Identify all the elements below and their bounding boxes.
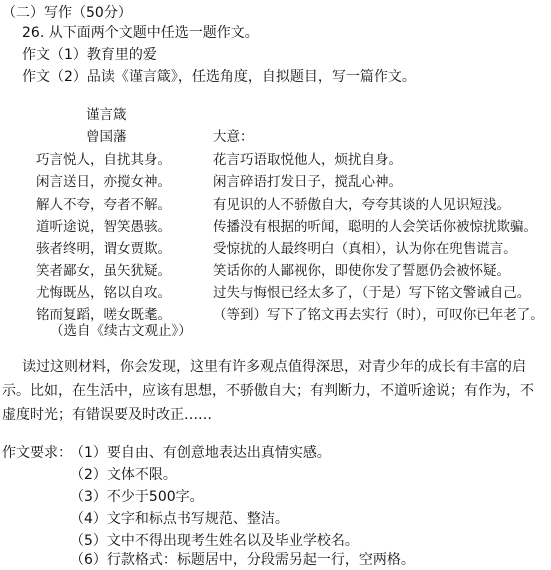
requirement-item: （1）要自由、有创意地表达出真情实感。 (70, 445, 331, 461)
poem-line (0, 215, 551, 235)
poem-line (0, 303, 551, 323)
poem-meaning: 受惊扰的人最终明白（真相），认为你在兜售谎言。 (213, 241, 517, 257)
requirement-item: （6）行款格式：标题居中，分段需另起一行，空两格。 (70, 552, 415, 568)
poem-line (0, 170, 551, 190)
requirement-item: （5）文中不得出现考生姓名以及毕业学校名。 (70, 533, 359, 549)
poem-original: 道听途说，智笑愚骇。 (36, 219, 171, 235)
section-heading: （二）写作（50分） (2, 5, 132, 21)
poem-title: 谨言箴 (86, 107, 127, 123)
poem-meaning: 闲言碎语打发日子，搅乱心神。 (213, 174, 402, 190)
poem-line (0, 148, 551, 168)
poem-original: 闲言送日，亦搅女神。 (36, 174, 171, 190)
poem-original: 巧言悦人，自扰其身。 (36, 152, 171, 168)
poem-meaning: 笑话你的人鄙视你，即使你发了誓愿仍会被怀疑。 (213, 263, 510, 279)
requirements-label: 作文要求： (2, 445, 72, 461)
poem-author: 曾国藩 (86, 129, 127, 145)
poem-original: 骇者终明，谓女贾欺。 (36, 241, 171, 257)
requirement-item: （2）文体不限。 (70, 467, 177, 483)
poem-source: （选自《续古文观止》） (50, 323, 192, 339)
question-prompt: 26. 从下面两个文题中任选一题作文。 (22, 25, 259, 41)
meaning-header: 大意： (213, 129, 254, 145)
poem-meaning: （等到）写下了铭文再去实行（时），可叹你已年老了。 (213, 307, 544, 323)
poem-original: 尤悔既丛，铭以自攻。 (36, 285, 171, 301)
poem-line (0, 237, 551, 257)
essay-option-1: 作文（1）教育里的爱 (22, 47, 157, 63)
poem-meaning: 有见识的人不骄傲自大，夸夸其谈的人见识短浅。 (213, 197, 510, 213)
requirement-item: （3）不少于500字。 (70, 489, 204, 505)
poem-meaning: 花言巧语取悦他人，烦扰自身。 (213, 152, 402, 168)
essay-option-2: 作文（2）品读《谨言箴》，任选角度，自拟题目，写一篇作文。 (22, 69, 416, 85)
poem-meaning: 过失与悔恨已经太多了，（于是）写下铭文警诫自己。 (213, 285, 531, 301)
poem-meaning: 传播没有根据的听闻，聪明的人会笑话你被惊扰欺骗。 (213, 219, 537, 235)
poem-line (0, 281, 551, 301)
poem-line (0, 259, 551, 279)
requirement-item: （4）文字和标点书写规范、整洁。 (70, 511, 289, 527)
poem-line (0, 193, 551, 213)
poem-original: 解人不夸，夸者不解。 (36, 197, 171, 213)
poem-original: 铭而复蹈，嗟女既耄。 (36, 307, 171, 323)
paragraph-line: 虚度时光；有错误要及时改正…… (2, 407, 212, 423)
paragraph-line: 示。比如，在生活中，应该有思想，不骄傲自大；有判断力，不道听途说；有作为，不 (2, 383, 534, 399)
paragraph-line: 读过这则材料，你会发现，这里有许多观点值得深思，对青少年的成长有丰富的启 (22, 359, 526, 375)
poem-original: 笑者鄙女，虽矢犹疑。 (36, 263, 171, 279)
